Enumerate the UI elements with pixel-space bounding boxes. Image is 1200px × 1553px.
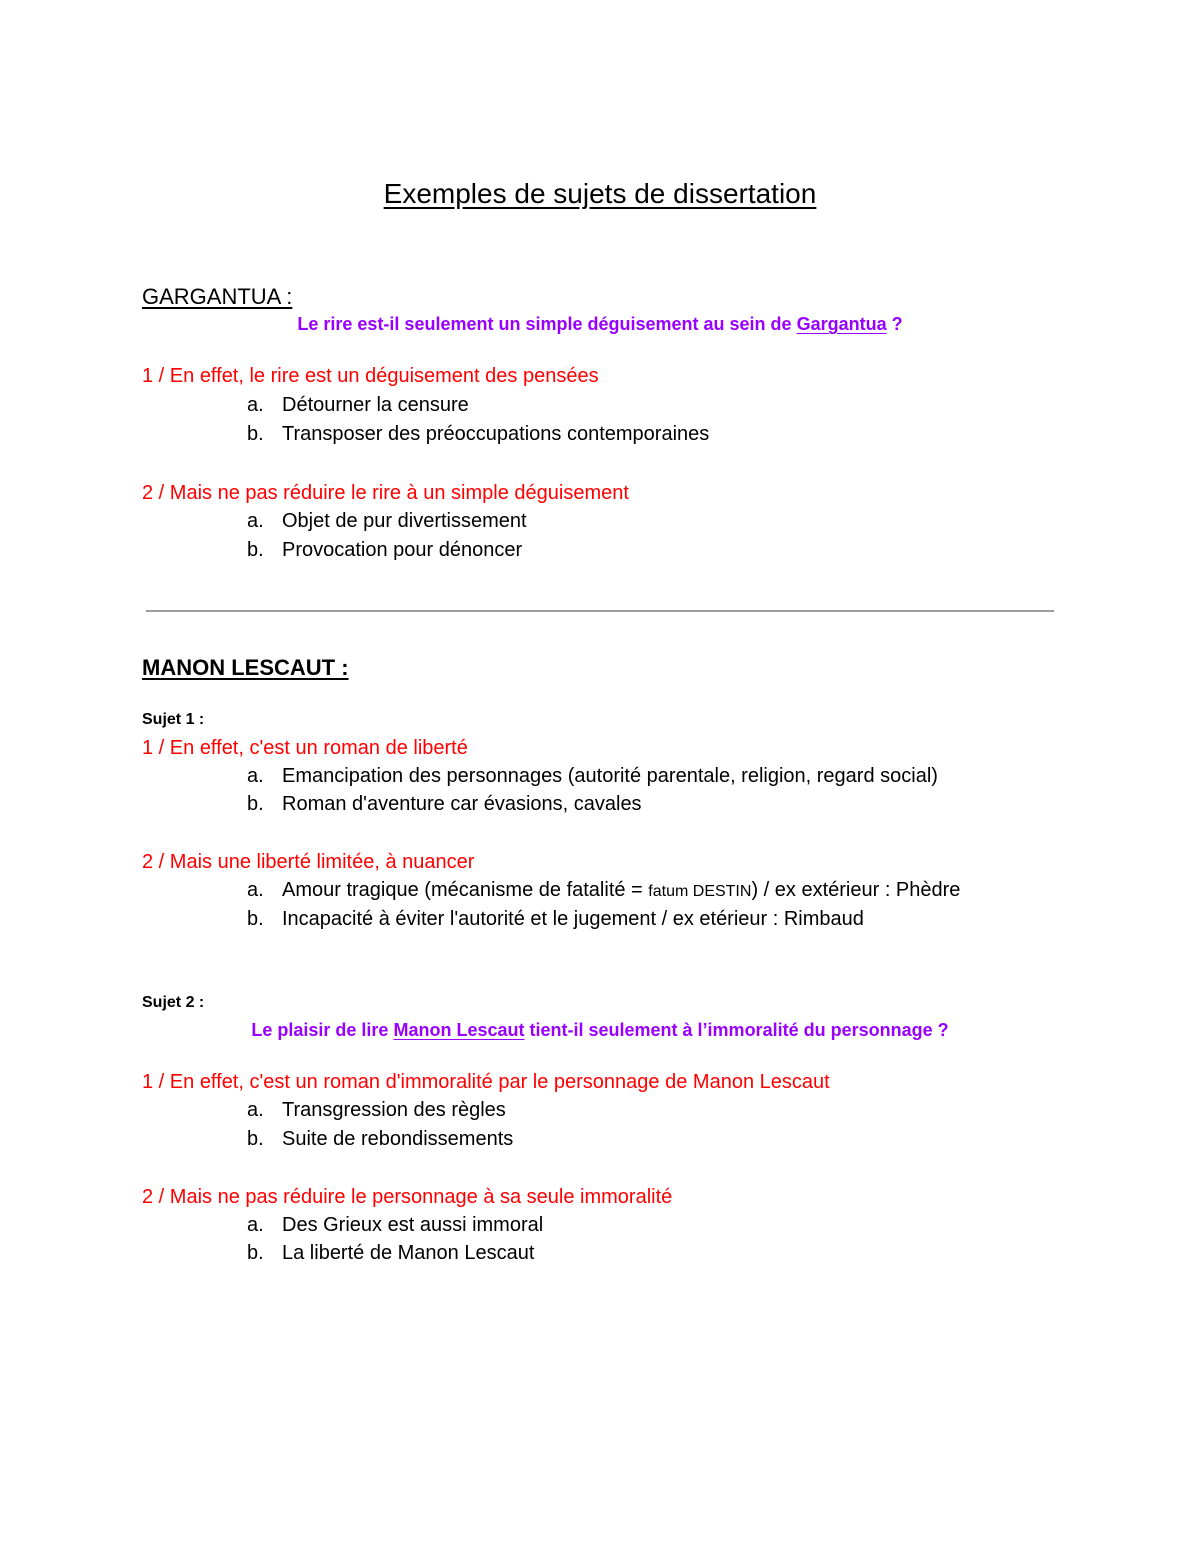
list-item-text: Roman d'aventure car évasions, cavales bbox=[282, 793, 642, 815]
gargantua-part2-title: 2 / Mais ne pas réduire le rire à un simple déguisement bbox=[142, 482, 629, 504]
sujet2-part2-b bbox=[247, 1242, 534, 1265]
list-letter: a. bbox=[247, 1099, 264, 1121]
sujet1-part2-title: 2 / Mais une liberté limitée, à nuancer bbox=[142, 851, 475, 873]
sujet2-question-text: Le plaisir de lire bbox=[251, 1020, 389, 1040]
list-item-text: Incapacité à éviter l'autorité et le jugement / ex etérieur : Rimbaud bbox=[282, 908, 864, 930]
gargantua-part1-b bbox=[247, 423, 709, 446]
list-item-text: Amour tragique (mécanisme de fatalité = bbox=[282, 879, 649, 901]
sujet2-label: Sujet 2 : bbox=[142, 994, 205, 1011]
sujet2-part2-title: 2 / Mais ne pas réduire le personnage à sa seule immoralité bbox=[142, 1186, 673, 1208]
list-item-text: La liberté de Manon Lescaut bbox=[282, 1242, 535, 1264]
sujet2-part2-a bbox=[247, 1214, 543, 1237]
list-item-text: Transposer des préoccupations contemporaines bbox=[282, 423, 710, 445]
list-item-text: Des Grieux est aussi immoral bbox=[282, 1214, 544, 1236]
gargantua-question-work: Gargantua bbox=[796, 314, 887, 334]
gargantua-part1-a bbox=[247, 394, 469, 417]
list-item-text: Suite de rebondissements bbox=[282, 1128, 514, 1150]
list-letter: a. bbox=[247, 510, 264, 532]
list-letter: a. bbox=[247, 1214, 264, 1236]
sujet1-part2-b bbox=[247, 908, 864, 931]
gargantua-part2-b bbox=[247, 539, 522, 562]
sujet1-part1-a bbox=[247, 765, 938, 788]
sujet2-part1-a bbox=[247, 1099, 506, 1122]
sujet2-question-work: Manon Lescaut bbox=[393, 1020, 525, 1040]
list-item-text-end: ) / ex extérieur : Phèdre bbox=[751, 879, 961, 901]
list-letter: b. bbox=[247, 793, 264, 815]
list-letter: a. bbox=[247, 394, 264, 416]
page-title: Exemples de sujets de dissertation bbox=[383, 178, 817, 209]
list-item-text: Transgression des règles bbox=[282, 1099, 506, 1121]
gargantua-part2-a bbox=[247, 510, 527, 533]
list-letter: a. bbox=[247, 879, 264, 901]
sujet2-part1-b bbox=[247, 1128, 513, 1151]
gargantua-part1-title: 1 / En effet, le rire est un déguisement des pensées bbox=[142, 365, 599, 387]
sujet1-part1-b bbox=[247, 793, 642, 816]
list-letter: b. bbox=[247, 1128, 264, 1150]
gargantua-question bbox=[0, 314, 1200, 335]
gargantua-question-end: ? bbox=[891, 314, 903, 334]
list-letter: b. bbox=[247, 908, 264, 930]
sujet2-part1-title: 1 / En effet, c'est un roman d'immoralité par le personnage de Manon Lescaut bbox=[142, 1071, 830, 1093]
list-item-text: Objet de pur divertissement bbox=[282, 510, 527, 532]
list-letter: a. bbox=[247, 765, 264, 787]
sujet2-question-end: tient-il seulement à l’immoralité du personnage ? bbox=[529, 1020, 949, 1040]
gargantua-question-text: Le rire est-il seulement un simple déguisement au sein de bbox=[297, 314, 792, 334]
list-item-text: Provocation pour dénoncer bbox=[282, 539, 523, 561]
sujet2-question bbox=[0, 1020, 1200, 1041]
list-item-small-text: fatum DESTIN bbox=[648, 883, 752, 900]
list-item-text: Détourner la censure bbox=[282, 394, 469, 416]
list-letter: b. bbox=[247, 1242, 264, 1264]
section-heading-gargantua: GARGANTUA : bbox=[142, 284, 293, 309]
section-divider bbox=[146, 610, 1054, 612]
sujet1-label: Sujet 1 : bbox=[142, 711, 205, 728]
list-letter: b. bbox=[247, 423, 264, 445]
list-item-text: Emancipation des personnages (autorité parentale, religion, regard social) bbox=[282, 765, 938, 787]
sujet1-part1-title: 1 / En effet, c'est un roman de liberté bbox=[142, 737, 468, 759]
sujet1-part2-a bbox=[247, 879, 960, 902]
list-letter: b. bbox=[247, 539, 264, 561]
section-heading-manon-lescaut: MANON LESCAUT : bbox=[142, 655, 349, 680]
